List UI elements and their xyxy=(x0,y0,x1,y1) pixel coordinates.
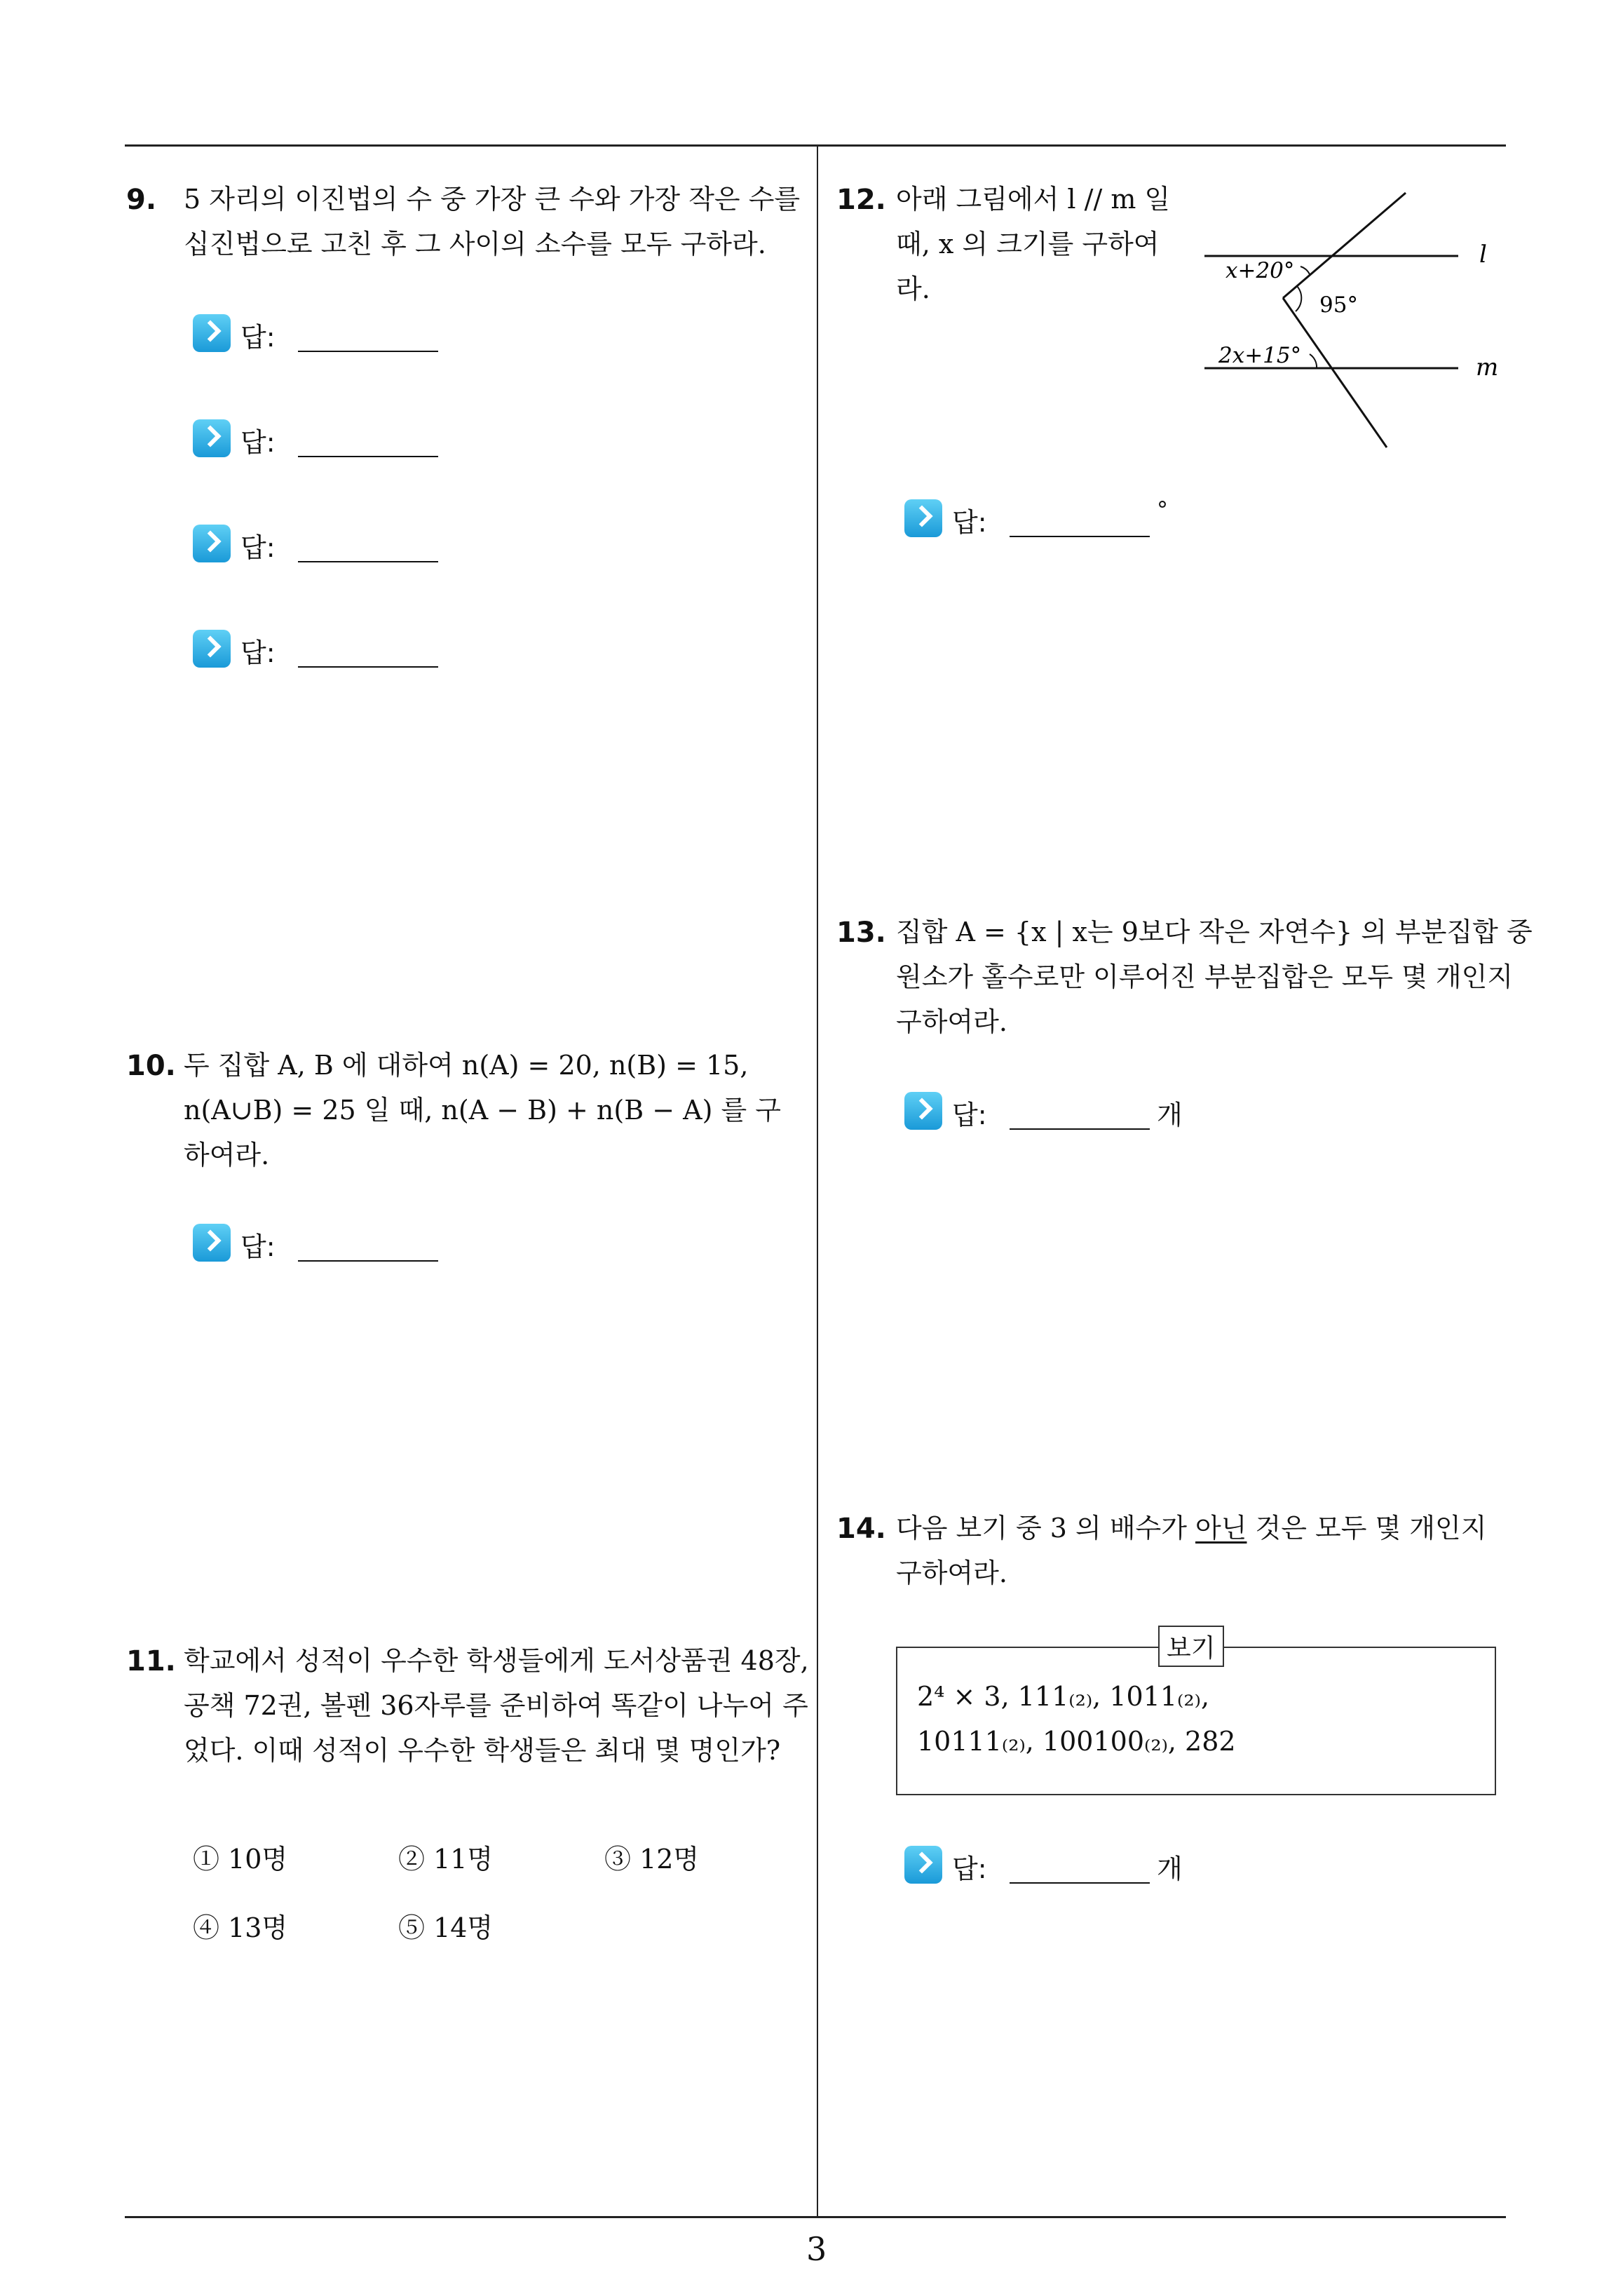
answer-label: 답: xyxy=(240,322,276,353)
answer-arrow-icon xyxy=(193,525,231,562)
upper-ray xyxy=(1283,193,1406,298)
question-10-line1: 두 집합 A, B 에 대하여 n(A) = 20, n(B) = 15, xyxy=(184,1050,749,1081)
answer-row-9c xyxy=(193,525,445,564)
angle-arc-bottom xyxy=(1310,354,1317,368)
answer-arrow-icon xyxy=(193,1224,231,1262)
example-box-title: 보기 xyxy=(1158,1626,1224,1667)
question-10-number: 10. xyxy=(126,1050,176,1082)
choice-4[interactable]: ④ 13명 xyxy=(193,1912,288,1943)
question-11-number: 11. xyxy=(126,1645,176,1677)
answer-arrow-icon xyxy=(193,419,231,457)
parallel-lines-figure xyxy=(1192,182,1514,456)
answer-blank[interactable] xyxy=(1010,536,1150,537)
answer-blank[interactable] xyxy=(298,351,438,352)
column-divider xyxy=(817,144,818,2217)
choice-2[interactable]: ② 11명 xyxy=(398,1844,494,1875)
angle-arc-top xyxy=(1301,266,1310,274)
question-9-line1: 5 자리의 이진법의 수 중 가장 큰 수와 가장 작은 수를 xyxy=(184,184,801,215)
label-line-m: m xyxy=(1476,353,1499,381)
answer-blank[interactable] xyxy=(298,666,438,668)
question-12-number: 12. xyxy=(836,184,886,216)
question-14-line1: 다음 보기 중 3 의 배수가 아닌 것은 모두 몇 개인지 xyxy=(896,1513,1487,1544)
answer-row-10 xyxy=(193,1224,445,1263)
question-13-line2: 원소가 홀수로만 이루어진 부분집합은 모두 몇 개인지 xyxy=(896,961,1514,992)
question-11-line1: 학교에서 성적이 우수한 학생들에게 도서상품권 48장, xyxy=(184,1645,809,1676)
question-12-line2: 때, x 의 크기를 구하여 xyxy=(896,229,1160,259)
question-9-number: 9. xyxy=(126,184,157,216)
example-box-line1: 2⁴ × 3, 111₍₂₎, 1011₍₂₎, xyxy=(917,1681,1210,1712)
question-10-line2: n(A∪B) = 25 일 때, n(A − B) + n(B − A) 를 구 xyxy=(184,1095,781,1126)
label-angle-top: x+20° xyxy=(1225,258,1295,283)
answer-arrow-icon xyxy=(904,499,942,537)
choice-5[interactable]: ⑤ 14명 xyxy=(398,1912,494,1943)
answer-row-12 xyxy=(904,499,1199,539)
question-12-text xyxy=(896,177,1170,311)
answer-arrow-icon xyxy=(193,314,231,352)
answer-row-9b xyxy=(193,419,445,459)
question-13-text xyxy=(896,910,1533,1044)
question-9-text xyxy=(184,177,800,266)
answer-label: 답: xyxy=(952,1100,987,1130)
question-13-number: 13. xyxy=(836,917,886,949)
label-line-l: l xyxy=(1479,241,1487,269)
answer-label: 답: xyxy=(952,1853,987,1884)
bottom-rule xyxy=(125,2216,1506,2218)
answer-unit: 개 xyxy=(1157,1100,1183,1130)
label-angle-bottom: 2x+15° xyxy=(1218,343,1302,368)
answer-label: 답: xyxy=(240,637,276,668)
answer-label: 답: xyxy=(952,507,987,538)
choice-1[interactable]: ① 10명 xyxy=(193,1844,288,1875)
answer-label: 답: xyxy=(240,1231,276,1262)
question-13-line1: 집합 A = {x | x는 9보다 작은 자연수} 의 부분집합 중 xyxy=(896,917,1533,947)
answer-row-14 xyxy=(904,1846,1213,1885)
answer-blank[interactable] xyxy=(1010,1882,1150,1884)
question-9-line2: 십진법으로 고친 후 그 사이의 소수를 모두 구하라. xyxy=(184,229,766,259)
answer-row-13 xyxy=(904,1092,1213,1131)
answer-blank[interactable] xyxy=(298,561,438,562)
question-11-line2: 공책 72권, 볼펜 36자루를 준비하여 똑같이 나누어 주 xyxy=(184,1690,808,1721)
question-12-line1: 아래 그림에서 l // m 일 xyxy=(896,184,1171,215)
answer-blank[interactable] xyxy=(298,456,438,457)
answer-unit: ° xyxy=(1157,497,1168,523)
question-14-number: 14. xyxy=(836,1513,886,1545)
answer-label: 답: xyxy=(240,532,276,563)
answer-row-9a xyxy=(193,314,445,353)
example-box-content xyxy=(917,1674,1236,1764)
page-number: 3 xyxy=(806,2230,827,2268)
choice-3[interactable]: ③ 12명 xyxy=(604,1844,700,1875)
question-11-text xyxy=(184,1638,809,1773)
answer-arrow-icon xyxy=(904,1846,942,1884)
question-11-line3: 었다. 이때 성적이 우수한 학생들은 최대 몇 명인가? xyxy=(184,1735,781,1766)
question-14-line2: 구하여라. xyxy=(896,1558,1007,1588)
answer-unit: 개 xyxy=(1157,1853,1183,1884)
lower-ray xyxy=(1283,298,1387,447)
underlined-word: 아닌 xyxy=(1195,1513,1247,1544)
answer-blank[interactable] xyxy=(298,1260,438,1262)
question-10-line3: 하여라. xyxy=(184,1140,270,1170)
example-box-line2: 10111₍₂₎, 100100₍₂₎, 282 xyxy=(917,1726,1236,1757)
label-angle-95: 95° xyxy=(1319,292,1358,318)
question-13-line3: 구하여라. xyxy=(896,1006,1007,1037)
angle-arc-vertex xyxy=(1296,286,1301,311)
question-14-text xyxy=(896,1506,1486,1595)
top-rule xyxy=(125,144,1506,147)
answer-label: 답: xyxy=(240,427,276,458)
answer-row-9d xyxy=(193,630,445,669)
question-12-line3: 라. xyxy=(896,274,930,304)
answer-arrow-icon xyxy=(904,1092,942,1130)
answer-blank[interactable] xyxy=(1010,1128,1150,1130)
question-10-text xyxy=(184,1043,781,1177)
answer-arrow-icon xyxy=(193,630,231,668)
